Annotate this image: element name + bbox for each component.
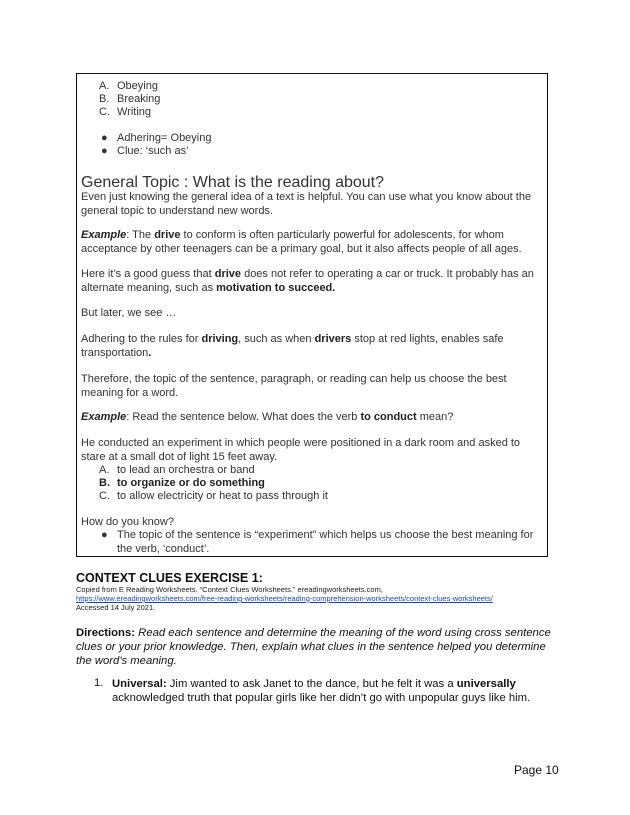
question-text: Universal: Jim wanted to ask Janet to the dance, but he felt it was a universally acknowledged truth that popular girls like her didn’t go with unpopular guys like him.	[112, 678, 531, 704]
example2-paragraph: Example: Read the sentence below. What does the verb to conduct mean?	[81, 411, 454, 423]
how-bullet-text: The topic of the sentence is “experiment” which helps us choose the best meaning for the verb, ‘conduct’.	[117, 529, 534, 555]
option-letter: A.	[99, 464, 110, 476]
section-heading: General Topic : What is the reading about?	[81, 174, 384, 191]
page-number: Page 10	[514, 763, 559, 777]
later-paragraph: But later, we see …	[81, 307, 177, 319]
option-letter: C.	[99, 106, 110, 118]
intro-paragraph: Even just knowing the general idea of a text is helpful. You can use what you know about the general topic to understand new words.	[81, 191, 532, 217]
option-letter: A.	[99, 80, 110, 92]
example-paragraph: Example: The drive to conform is often particularly powerful for adolescents, for whom acceptance by other teenagers can be a primary goal, but it also affects people of all ages.	[81, 229, 522, 255]
adhering-paragraph: Adhering to the rules for driving, such as when drivers stop at red lights, enables safe transportation.	[81, 333, 504, 359]
bullet-text: Clue: ‘such as’	[117, 145, 189, 157]
option-letter: B.	[99, 93, 110, 105]
option-text: to allow electricity or heat to pass through it	[117, 490, 328, 502]
question-number: 1.	[94, 677, 104, 689]
option-text: Breaking	[117, 93, 161, 105]
bullet-icon: ●	[101, 132, 108, 144]
citation-link[interactable]: https://www.ereadingworksheets.com/free-reading-worksheets/reading-comprehension-worksheets/context-clues-worksheets/	[76, 594, 493, 603]
directions: Directions: Read each sentence and determine the meaning of the word using cross sentence clues or your prior knowledge. Then, explain what clues in the sentence helped you determine the word's meaning.	[76, 627, 551, 667]
citation: Copied from E Reading Worksheets. “Context Clues Worksheets.” ereadingworksheets.com,	[76, 585, 383, 594]
option-letter: C.	[99, 490, 110, 502]
therefore-paragraph: Therefore, the topic of the sentence, paragraph, or reading can help us choose the best meaning for a word.	[81, 373, 507, 399]
bullet-icon: ●	[101, 529, 108, 541]
option-text: Obeying	[117, 80, 158, 92]
option-text: to lead an orchestra or band	[117, 464, 255, 476]
exercise-title: CONTEXT CLUES EXERCISE 1:	[76, 571, 263, 585]
sentence-paragraph: He conducted an experiment in which people were positioned in a dark room and asked to stare at a small dot of light 15 feet away.	[81, 437, 521, 463]
bullet-icon: ●	[101, 145, 108, 157]
option-letter: B.	[99, 477, 110, 489]
how-question: How do you know?	[81, 516, 174, 528]
guess-paragraph: Here it’s a good guess that drive does not refer to operating a car or truck. It probably has an alternate meaning, such as motivation to succeed.	[81, 268, 534, 294]
accessed-date: Accessed 14 July 2021.	[76, 603, 156, 612]
bullet-text: Adhering= Obeying	[117, 132, 212, 144]
option-text: Writing	[117, 106, 152, 118]
option-text-correct: to organize or do something	[117, 477, 265, 489]
